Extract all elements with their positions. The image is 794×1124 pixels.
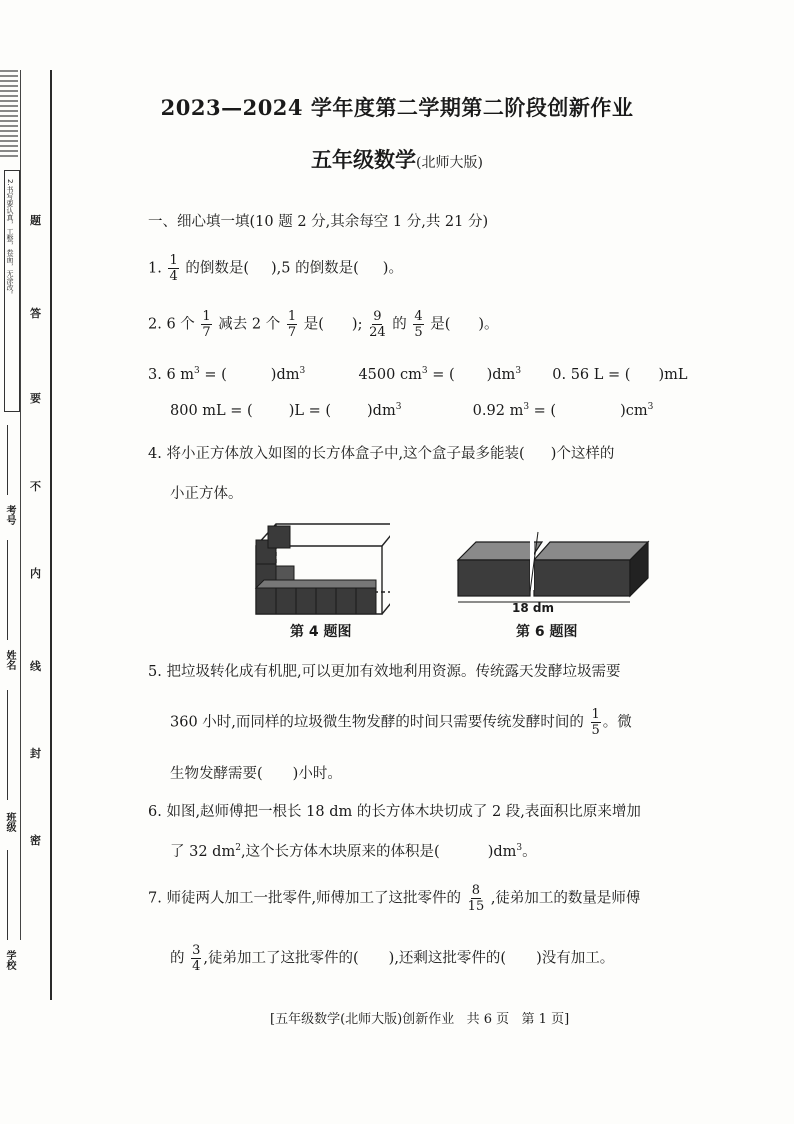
seal-char-6: 线 [30, 660, 41, 673]
q3-e1: 0.92 m [472, 402, 524, 419]
q7-text-1a: 7. 师徒两人加工一批零件,师傅加工了这批零件的 [148, 890, 462, 907]
q6-text-2c: )dm [487, 844, 517, 860]
q2-f3-num: 9 [373, 309, 382, 324]
q2-f2-num: 1 [287, 309, 297, 324]
seal-char-4: 不 [30, 480, 41, 493]
cube-bottom-3 [296, 588, 316, 614]
box-right-edge [382, 524, 390, 546]
q3-b1: 4500 cm [358, 366, 422, 383]
q1-text-a: 的倒数是( [185, 260, 250, 277]
q7-text-1b: ,徒弟加工的数量是师傅 [490, 890, 641, 907]
q2-text-e: 是( [430, 316, 451, 333]
figure-4-caption: 第 4 题图 [290, 624, 352, 640]
q3-a-exp: 3 [194, 366, 200, 376]
q2-text-c: ); [351, 316, 363, 333]
q2-text-b: 是( [303, 316, 324, 333]
q6-text-2b: ,这个长方体木块原来的体积是( [240, 844, 440, 860]
q1-number: 1. [148, 260, 162, 277]
q5-text-2a: 360 小时,而同样的垃圾微生物发酵的时间只需要传统发酵时间的 [170, 714, 584, 731]
q2-number: 2. 6 个 [148, 316, 195, 333]
field-school: 学校 [4, 950, 15, 970]
question-7-line-2 [170, 944, 614, 973]
q3-c2: )mL [658, 366, 688, 383]
q4-text-1b: )个这样的 [550, 446, 615, 462]
q2-text-d: 的 [392, 316, 407, 333]
q2-f4-den: 5 [414, 325, 423, 340]
binding-rule [50, 70, 52, 1000]
page-subtitle [0, 144, 794, 174]
block-right-front [534, 560, 630, 596]
q3-d2: )L = ( [288, 402, 332, 419]
q2-f3-den: 24 [369, 325, 386, 340]
q7-f2-den: 4 [192, 959, 201, 974]
question-7-line-1 [148, 884, 640, 913]
subject-title: 五年级数学 [311, 147, 417, 172]
instruction-box [4, 170, 20, 412]
field-name: 姓名 [4, 650, 15, 670]
cube-bottom-6 [356, 588, 376, 614]
question-1 [148, 254, 403, 283]
section-heading: 一、细心填一填(10 题 2 分,其余每空 1 分,共 21 分) [148, 214, 489, 230]
question-5-line-1: 5. 把垃圾转化成有机肥,可以更加有效地利用资源。传统露天发酵垃圾需要 [148, 664, 621, 680]
q2-f4-num: 4 [414, 309, 423, 324]
q6-sup-2: 2 [235, 843, 241, 854]
block-left-front [458, 560, 530, 596]
q1-text-c: )。 [382, 260, 403, 277]
seal-char-1: 题 [30, 214, 41, 227]
q5-fraction [591, 708, 601, 737]
q3-e2: = ( [533, 402, 557, 419]
question-6-line-2 [170, 840, 537, 861]
q7-text-2b: ,徒弟加工了这批零件的( [203, 950, 359, 967]
left-rule [20, 70, 21, 940]
seal-char-5: 内 [30, 567, 41, 580]
q3-a3: )dm [270, 366, 300, 383]
q6-text-2a: 了 32 dm [170, 844, 236, 860]
cube-bottom-5 [336, 588, 356, 614]
seal-char-8: 密 [30, 834, 41, 847]
edition-label: (北师大版) [416, 155, 483, 171]
q3-b3: )dm [486, 366, 516, 383]
q5-frac-den: 5 [591, 723, 600, 738]
q3-a1: 3. 6 m [148, 366, 195, 383]
cube-bottom-2 [276, 588, 296, 614]
q2-fraction-4 [413, 310, 423, 339]
q5-text-3a: 生物发酵需要( [170, 766, 263, 782]
field-line-school [7, 850, 8, 940]
q7-f1-den: 15 [467, 899, 485, 914]
q3-b3-exp: 3 [515, 366, 522, 376]
page-title: 2023—2024 学年度第二学期第二阶段创新作业 [160, 95, 634, 120]
seal-char-3: 要 [30, 392, 41, 405]
q7-f2-num: 3 [192, 943, 201, 958]
q7-text-2c: ),还剩这批零件的( [388, 950, 507, 967]
page-footer: [五年级数学(北师大版)创新作业 共 6 页 第 1 页] [270, 1012, 570, 1027]
q1-frac-num: 1 [169, 253, 178, 268]
q7-fraction-1 [468, 884, 485, 913]
q3-a3-exp: 3 [299, 366, 306, 376]
figure-4-box [250, 516, 390, 620]
q2-text-a: 减去 2 个 [218, 316, 281, 333]
q3-c1: 0. 56 L = ( [552, 366, 631, 383]
q7-fraction-2 [191, 944, 201, 973]
cube-row-top [256, 580, 376, 588]
q3-d3: )dm [367, 402, 396, 419]
q3-e3: )cm [620, 402, 648, 419]
q5-frac-num: 1 [591, 707, 600, 722]
question-2 [148, 310, 499, 339]
q4-text-1: 4. 将小正方体放入如图的长方体盒子中,这个盒子最多能装( [148, 446, 525, 462]
question-4-line-2: 小正方体。 [170, 486, 243, 502]
instruction-text: 2.书写要认真，工整，卷面，无涂改。 [6, 179, 14, 298]
q2-f2-den: 7 [287, 325, 297, 340]
field-line-class [7, 690, 8, 800]
q3-b-exp: 3 [421, 366, 428, 376]
block-left-top [458, 542, 542, 560]
q2-fraction-3 [369, 310, 386, 339]
q3-e-exp: 3 [523, 402, 530, 412]
question-4-line-1 [148, 442, 614, 463]
field-kaohao: 考号 [4, 505, 15, 525]
question-3-row-2 [170, 402, 653, 419]
seal-char-2: 答 [30, 307, 41, 320]
q1-text-b: ),5 的倒数是( [271, 260, 359, 277]
q7-text-2d: )没有加工。 [536, 950, 615, 967]
q5-text-3b: )小时。 [292, 766, 342, 782]
q3-b2: = ( [432, 366, 455, 383]
cube-stack-top [268, 526, 290, 548]
q3-a2: = ( [204, 366, 227, 383]
field-line-name [7, 540, 8, 640]
q6-text-2d: 。 [522, 844, 537, 860]
seal-char-7: 封 [30, 747, 41, 760]
q5-text-2b: 。微 [602, 714, 632, 731]
figure-6-dimension: 18 dm [512, 601, 554, 615]
field-class: 班级 [4, 812, 15, 832]
question-5-line-2 [170, 708, 632, 737]
figure-6-caption: 第 6 题图 [516, 624, 578, 640]
q6-sup-3: 3 [516, 843, 523, 854]
q3-d1: 800 mL = ( [170, 402, 253, 419]
q2-fraction-2 [287, 310, 297, 339]
cube-bottom-4 [316, 588, 336, 614]
q7-f1-num: 8 [471, 883, 481, 898]
question-3-row-1 [148, 366, 687, 383]
q3-d-exp: 3 [395, 402, 402, 412]
field-line-kaohao [7, 425, 8, 495]
q2-f1-den: 7 [202, 325, 211, 340]
question-5-line-3 [170, 762, 342, 783]
q2-text-f: )。 [478, 316, 499, 333]
q1-frac-den: 4 [169, 269, 178, 284]
q2-fraction-1 [201, 310, 211, 339]
block-right-top [534, 542, 648, 560]
cube-bottom-1 [256, 588, 276, 614]
q3-e3-exp: 3 [647, 402, 654, 412]
q1-fraction [168, 254, 178, 283]
question-6-line-1: 6. 如图,赵师傅把一根长 18 dm 的长方体木块切成了 2 段,表面积比原来增加 [148, 804, 641, 820]
q7-text-2a: 的 [170, 950, 185, 967]
q2-f1-num: 1 [202, 309, 211, 324]
